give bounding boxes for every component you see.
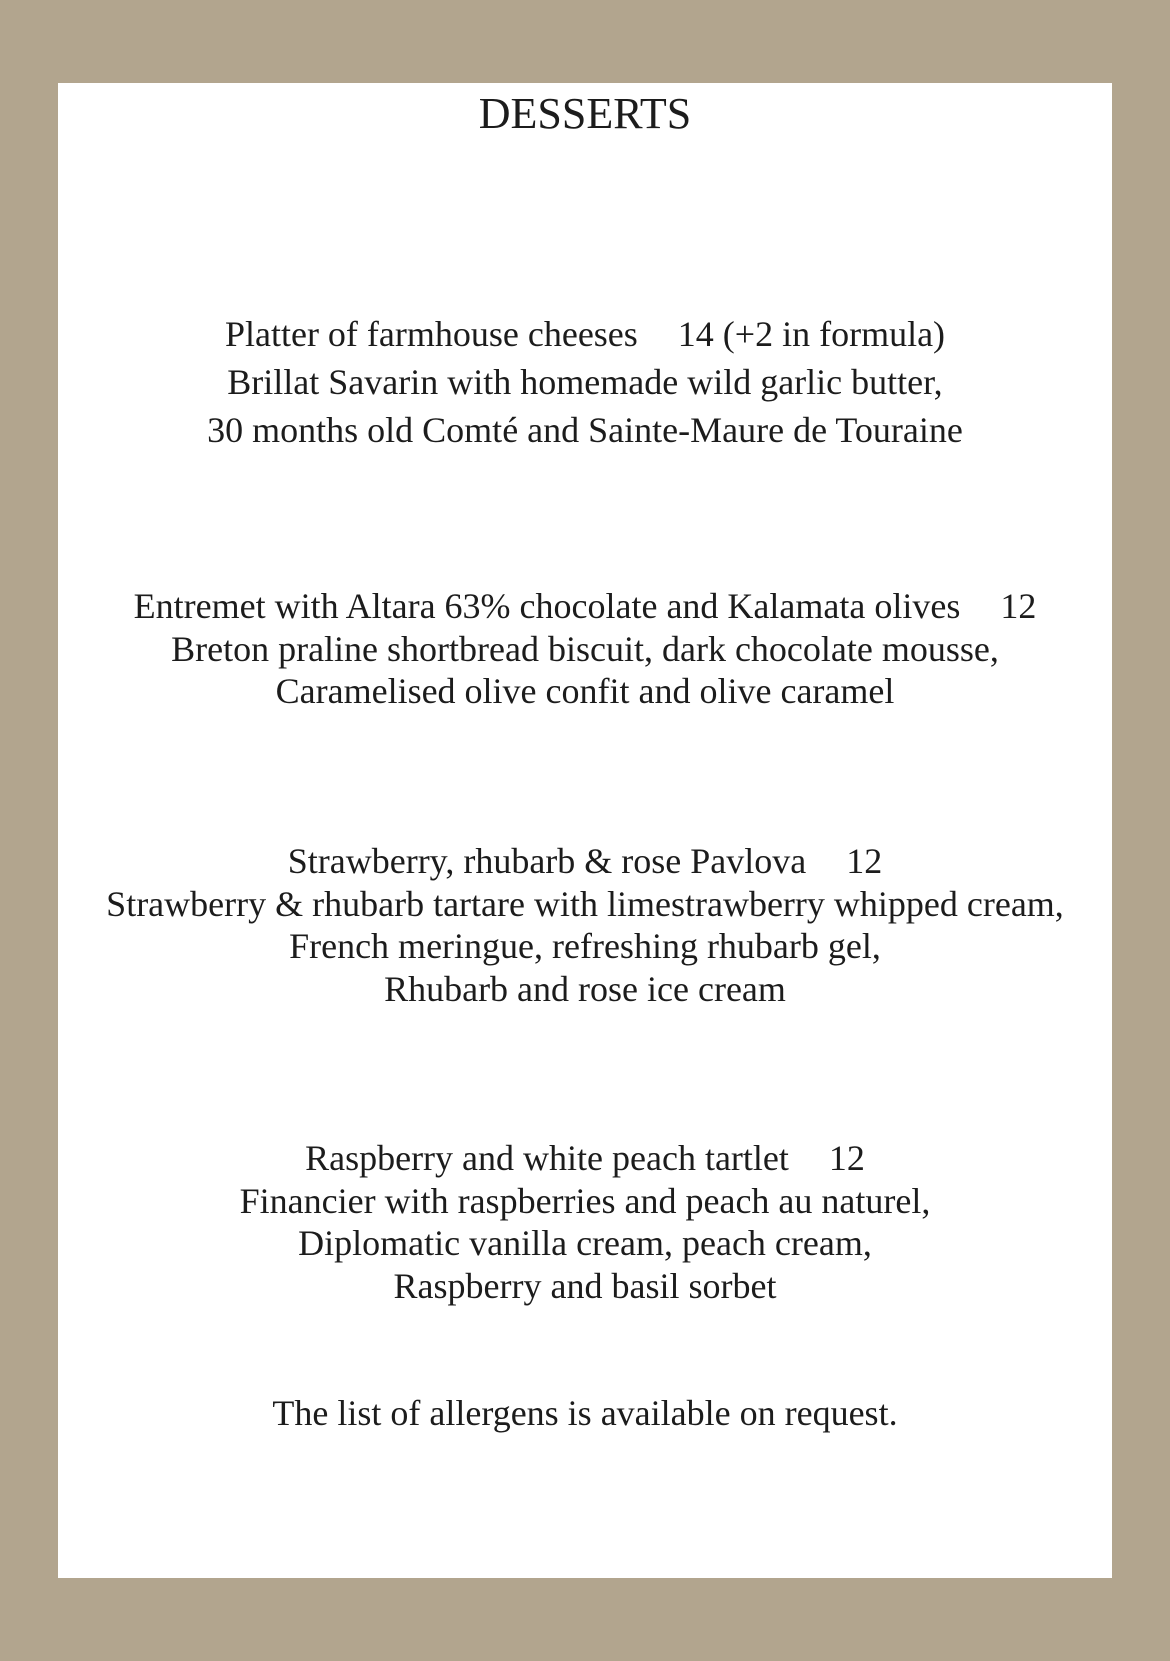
- menu-item-pavlova: [58, 840, 1112, 1010]
- menu-panel: [58, 83, 1112, 1578]
- item-title-line: [58, 1137, 1112, 1180]
- item-description-line: Rhubarb and rose ice cream: [384, 968, 786, 1009]
- page-title: DESSERTS: [478, 89, 692, 138]
- item-description-line: French meringue, refreshing rhubarb gel,: [289, 926, 881, 966]
- item-description-line: Brillat Savarin with homemade wild garlic butter,: [227, 362, 943, 402]
- item-name: Strawberry, rhubarb & rose Pavlova: [287, 841, 807, 881]
- menu-item-peach-tartlet: [58, 1137, 1112, 1307]
- item-title-line: [58, 585, 1112, 628]
- item-description-line: Financier with raspberries and peach au naturel,: [239, 1180, 931, 1221]
- item-name: Platter of farmhouse cheeses: [224, 314, 638, 354]
- item-price: 12: [1000, 586, 1037, 626]
- item-description-line: Breton praline shortbread biscuit, dark chocolate mousse,: [171, 628, 999, 669]
- item-price: 12: [828, 1138, 865, 1178]
- item-title-line: [58, 310, 1112, 358]
- item-title-line: [58, 840, 1112, 883]
- item-price: 12: [846, 841, 883, 881]
- item-description-line: 30 months old Comté and Sainte-Maure de Touraine: [207, 410, 963, 450]
- menu-item-cheese-platter: [58, 310, 1112, 454]
- item-description-line: Diplomatic vanilla cream, peach cream,: [298, 1223, 872, 1263]
- item-description-line: Strawberry & rhubarb tartare with limestrawberry whipped cream,: [106, 883, 1064, 924]
- item-description-line: Raspberry and basil sorbet: [393, 1265, 777, 1306]
- item-name: Raspberry and white peach tartlet: [305, 1138, 789, 1178]
- item-price: 14 (+2 in formula): [677, 314, 946, 354]
- menu-item-chocolate-entremet: [58, 585, 1112, 713]
- item-description-line: Caramelised olive confit and olive caramel: [275, 671, 895, 711]
- item-name: Entremet with Altara 63% chocolate and Kalamata olives: [133, 586, 961, 626]
- allergen-note: The list of allergens is available on request.: [272, 1393, 898, 1433]
